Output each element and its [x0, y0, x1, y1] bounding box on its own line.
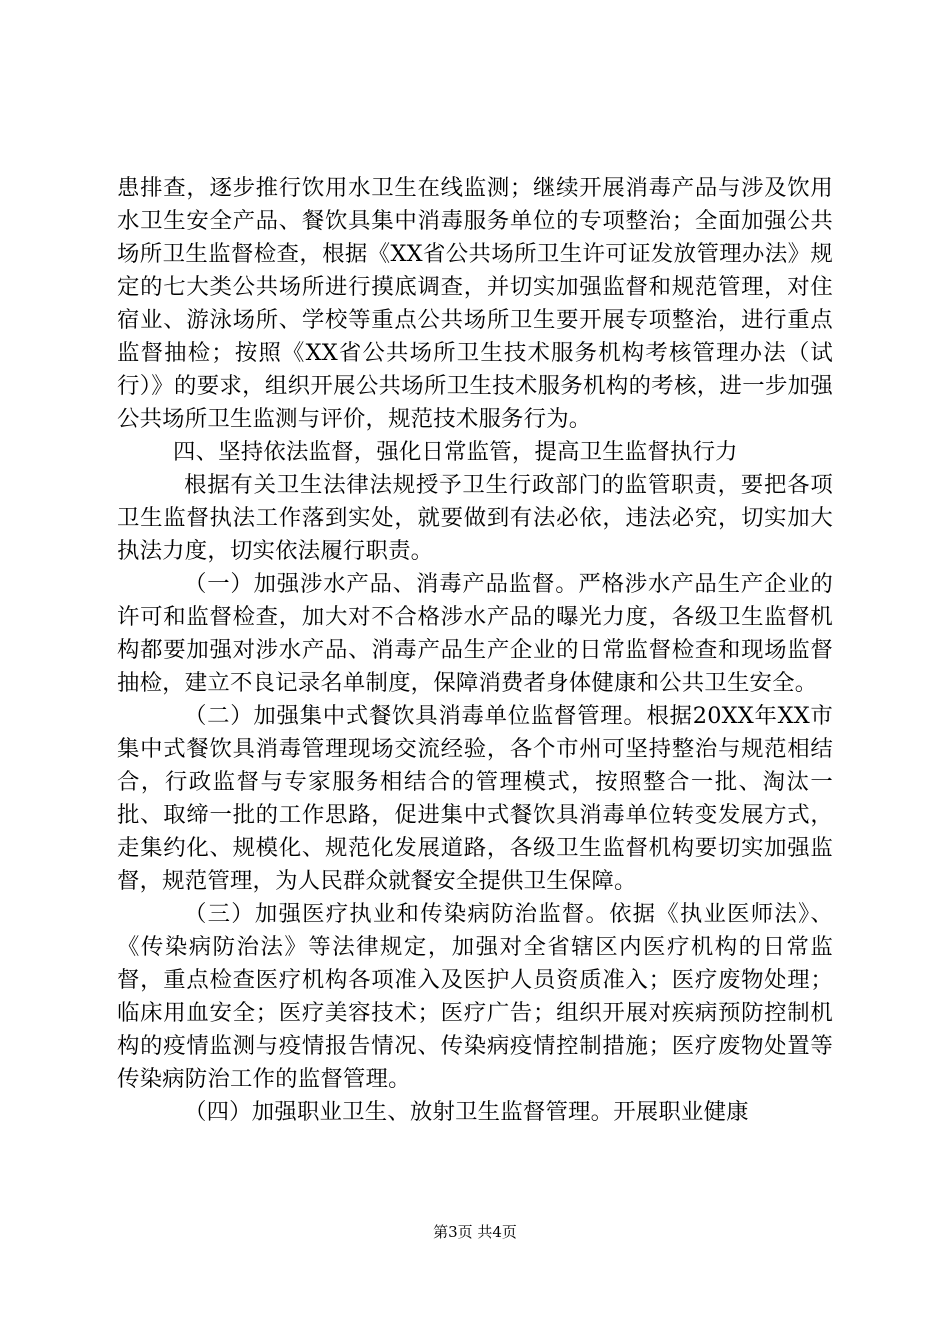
- page-number-label: 第3页 共4页: [433, 1223, 517, 1241]
- paragraph-item-four: （四）加强职业卫生、放射卫生监督管理。开展职业健康: [184, 1099, 749, 1125]
- paragraph-intro: 根据有关卫生法律法规授予卫生行政部门的监管职责，要把各项卫生监督执法工作落到实处，就要做到有法必依，违法必究，切实加大执法力度，切实依法履行职责。: [117, 472, 833, 564]
- document-body: [117, 172, 833, 1129]
- paragraph-item-one: （一）加强涉水产品、消毒产品监督。严格涉水产品生产企业的许可和监督检查，加大对不合格涉水产品的曝光力度，各级卫生监督机构都要加强对涉水产品、消毒产品生产企业的日常监督检查和现场监督抽检，建立不良记录名单制度，保障消费者身体健康和公共卫生安全。: [117, 571, 833, 696]
- paragraph-item-three: （三）加强医疗执业和传染病防治监督。依据《执业医师法》、《传染病防治法》等法律规定，加强对全省辖区内医疗机构的日常监督，重点检查医疗机构各项准入及医护人员资质准入；医疗废物处理；临床用血安全；医疗美容技术；医疗广告；组织开展对疾病预防控制机构的疫情监测与疫情报告情况、传染病疫情控制措施；医疗废物处置等传染病防治工作的监督管理。: [117, 901, 833, 1092]
- section-heading-four: 四、坚持依法监督，强化日常监管，提高卫生监督执行力: [173, 439, 738, 465]
- paragraph-continuation: 患排查，逐步推行饮用水卫生在线监测；继续开展消毒产品与涉及饮用水卫生安全产品、餐饮具集中消毒服务单位的专项整治；全面加强公共场所卫生监督检查，根据《XX省公共场所卫生许可证发放管理办法》规定的七大类公共场所进行摸底调查，并切实加强监督和规范管理，对住宿业、游泳场所、学校等重点公共场所卫生要开展专项整治，进行重点监督抽检；按照《XX省公共场所卫生技术服务机构考核管理办法（试行）》的要求，组织开展公共场所卫生技术服务机构的考核，进一步加强公共场所卫生监测与评价，规范技术服务行为。: [117, 175, 833, 432]
- paragraph-item-two: （二）加强集中式餐饮具消毒单位监督管理。根据20XX年XX市集中式餐饮具消毒管理现场交流经验，各个市州可坚持整治与规范相结合，行政监督与专家服务相结合的管理模式，按照整合一批、淘汰一批、取缔一批的工作思路，促进集中式餐饮具消毒单位转变发展方式，走集约化、规模化、规范化发展道路，各级卫生监督机构要切实加强监督，规范管理，为人民群众就餐安全提供卫生保障。: [117, 703, 833, 894]
- page-footer: [0, 1222, 950, 1242]
